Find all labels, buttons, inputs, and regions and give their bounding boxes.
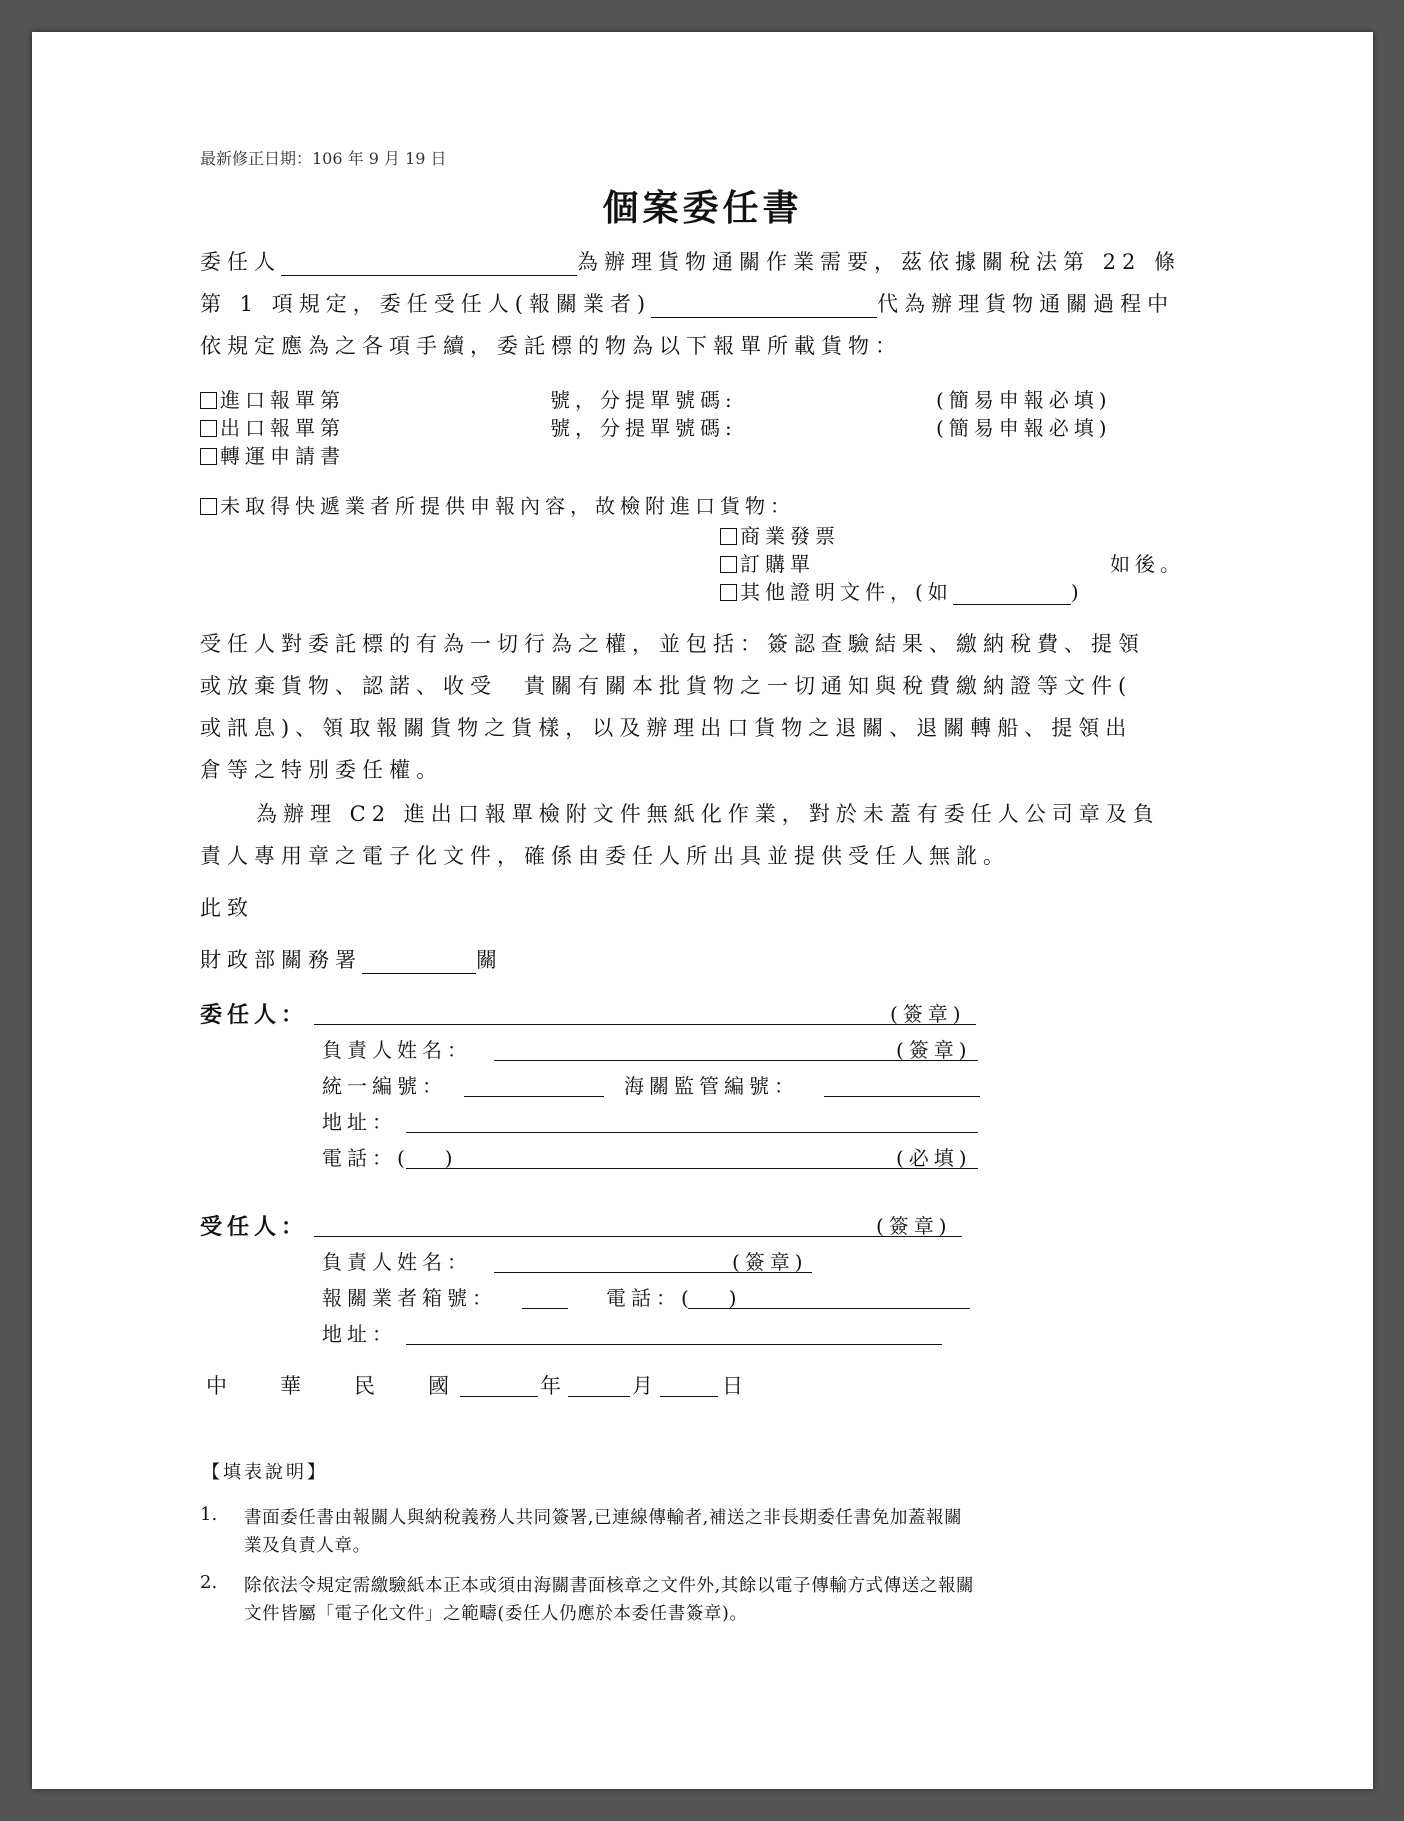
body-p2-line-1: 為辦理 C2 進出口報單檢附文件無紙化作業，對於未蓋有委任人公司章及負	[256, 802, 1160, 826]
checkbox-transit[interactable]	[200, 448, 217, 465]
agent-name-blank[interactable]	[651, 295, 877, 318]
note-1-number: 1.	[200, 1504, 218, 1525]
principal-signature-line[interactable]	[314, 1024, 976, 1025]
phone-area-code[interactable]: ( )	[397, 1146, 453, 1170]
other-doc-blank[interactable]	[953, 584, 1071, 605]
notes-heading: 【填表說明】	[202, 1462, 328, 1483]
principal-seal: (簽章)	[890, 1002, 966, 1026]
declaration-export-mid: 號，分提單號碼:	[550, 416, 737, 440]
date-month: 月	[632, 1374, 659, 1398]
agent-seal: (簽章)	[876, 1214, 952, 1238]
declaration-import-mid: 號，分提單號碼:	[550, 388, 737, 412]
declaration-label: 進口報單第	[220, 388, 345, 412]
date-day: 日	[722, 1374, 749, 1398]
option-label: 訂購單	[740, 552, 815, 576]
checkbox-import[interactable]	[200, 392, 217, 409]
agent-address-line[interactable]	[406, 1344, 942, 1345]
option-label: 商業發票	[740, 524, 840, 548]
agent-signature-line[interactable]	[314, 1236, 962, 1237]
phone-area-code[interactable]: ( )	[681, 1286, 737, 1310]
recipient-suffix: 關	[476, 948, 503, 972]
declaration-import	[200, 384, 345, 413]
principal-address-line[interactable]	[406, 1132, 978, 1133]
principal-rep-seal: (簽章)	[896, 1038, 972, 1062]
note-2-line-2: 文件皆屬「電子化文件」之範疇(委任人仍應於本委任書簽章)。	[244, 1604, 748, 1624]
agent-rep-label: 負責人姓名：	[322, 1250, 472, 1274]
principal-rep-label: 負責人姓名：	[322, 1038, 472, 1062]
checkbox-other[interactable]	[720, 584, 737, 601]
note-1-line-1: 書面委任書由報關人與納稅義務人共同簽署,已連線傳輸者,補送之非長期委任書免加蓋報關	[244, 1508, 963, 1528]
declaration-transit	[200, 440, 345, 469]
declaration-export	[200, 412, 345, 441]
agent-phone-line[interactable]	[688, 1308, 970, 1309]
express-option-invoice	[720, 520, 840, 549]
agent-box-label: 報關業者箱號：	[322, 1286, 497, 1310]
express-statement	[200, 490, 795, 519]
agent-label: 受任人：	[200, 1214, 309, 1240]
body-p1-line-1: 受任人對委託標的有為一切行為之權，並包括：簽認查驗結果、繳納稅費、提領	[200, 632, 1145, 656]
recipient	[200, 944, 503, 974]
intro-line-1-text: 為辦理貨物通關作業需要，茲依據關稅法第 22 條	[577, 250, 1182, 274]
express-label: 未取得快遞業者所提供申報內容，故檢附進口貨物：	[220, 494, 795, 518]
principal-word: 委任人	[200, 250, 281, 274]
date-year-blank[interactable]	[460, 1396, 538, 1397]
date-year: 年	[540, 1374, 567, 1398]
intro-line-1	[200, 246, 1181, 276]
checkbox-export[interactable]	[200, 420, 217, 437]
body-p1-line-4: 倉等之特別委任權。	[200, 758, 443, 782]
body-p1-line-2: 或放棄貨物、認諾、收受 貴關有關本批貨物之一切通知與稅費繳納證等文件(	[200, 674, 1133, 698]
principal-id-label: 統一編號：	[322, 1074, 447, 1098]
date-day-blank[interactable]	[660, 1396, 718, 1397]
note-2-number: 2.	[200, 1572, 218, 1593]
date-month-blank[interactable]	[568, 1396, 630, 1397]
intro-line-2	[200, 288, 1174, 318]
declaration-label: 轉運申請書	[220, 444, 345, 468]
agent-phone	[606, 1282, 737, 1311]
date-char-3: 民	[354, 1374, 381, 1398]
principal-id-line[interactable]	[464, 1096, 604, 1097]
phone-label: 電話：	[322, 1146, 397, 1170]
agent-rep-seal: (簽章)	[732, 1250, 808, 1274]
body-p1-line-3: 或訊息)、領取報關貨物之貨樣，以及辦理出口貨物之退關、退關轉船、提領出	[200, 716, 1133, 740]
express-option-other	[720, 576, 1084, 605]
intro-line-2-text-b: 代為辦理貨物通關過程中	[877, 292, 1175, 316]
body-p2-line-2: 責人專用章之電子化文件，確係由委任人所出具並提供受任人無訛。	[200, 844, 1010, 868]
checkbox-invoice[interactable]	[720, 528, 737, 545]
principal-address-label: 地址：	[322, 1110, 397, 1134]
paren-close: )	[1070, 580, 1084, 604]
option-label: 其他證明文件，(如	[740, 580, 953, 604]
revision-date: 最新修正日期：106 年 9 月 19 日	[200, 149, 447, 168]
note-2-line-1: 除依法令規定需繳驗紙本正本或須由海關書面核章之文件外,其餘以電子傳輸方式傳送之報關	[244, 1576, 975, 1596]
express-suffix: 如後。	[1110, 552, 1185, 576]
principal-phone-required: (必填)	[896, 1146, 972, 1170]
checkbox-express[interactable]	[200, 498, 217, 515]
agent-box-line[interactable]	[522, 1308, 568, 1309]
phone-label: 電話：	[606, 1286, 681, 1310]
closing: 此致	[200, 896, 254, 920]
recipient-prefix: 財政部關務署	[200, 948, 362, 972]
date-char-2: 華	[280, 1374, 307, 1398]
date-char-4: 國	[428, 1374, 455, 1398]
customs-office-blank[interactable]	[362, 951, 476, 974]
declaration-export-note: (簡易申報必填)	[936, 416, 1112, 440]
principal-label: 委任人：	[200, 1002, 309, 1028]
document-title: 個案委任書	[602, 187, 803, 229]
intro-line-3: 依規定應為之各項手續，委託標的物為以下報單所載貨物：	[200, 334, 902, 358]
express-option-order	[720, 548, 815, 577]
principal-customs-label: 海關監管編號：	[624, 1074, 799, 1098]
declaration-label: 出口報單第	[220, 416, 345, 440]
intro-line-2-text: 第 1 項規定，委任受任人(報關業者)	[200, 292, 652, 316]
checkbox-order[interactable]	[720, 556, 737, 573]
principal-phone	[322, 1142, 453, 1171]
agent-address-label: 地址：	[322, 1322, 397, 1346]
date-char-1: 中	[206, 1374, 233, 1398]
declaration-import-note: (簡易申報必填)	[936, 388, 1112, 412]
note-1-line-2: 業及負責人章。	[244, 1536, 371, 1556]
principal-name-blank[interactable]	[281, 253, 577, 276]
principal-phone-line[interactable]	[406, 1168, 978, 1169]
document-page	[32, 32, 1373, 1789]
principal-customs-line[interactable]	[824, 1096, 980, 1097]
